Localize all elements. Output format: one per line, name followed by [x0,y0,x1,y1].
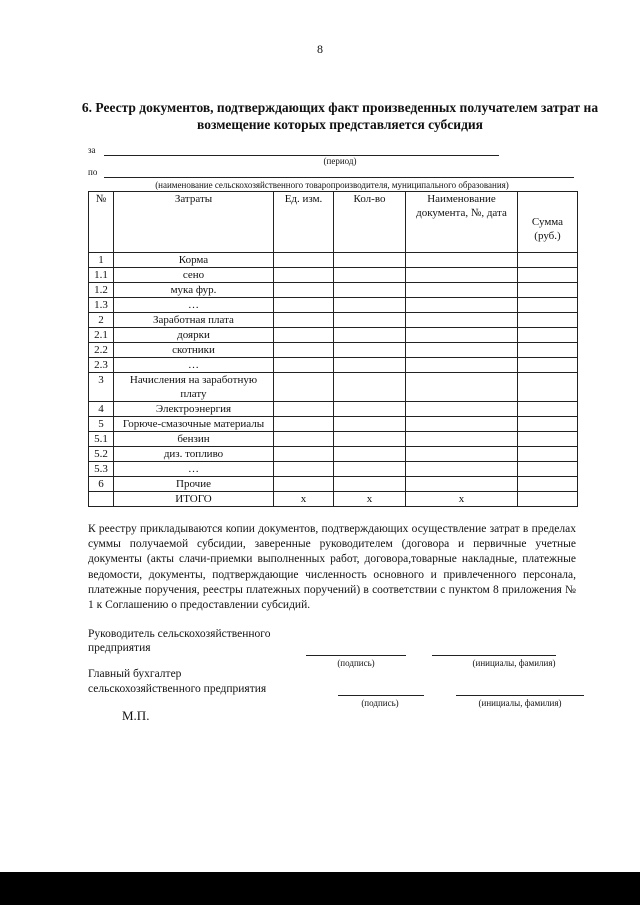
table-row [89,328,578,343]
cell-qty [334,343,406,358]
cell-expense: Начисления на заработную плату [114,373,274,402]
cell-unit [274,343,334,358]
cell-sum [518,283,578,298]
cell-unit [274,268,334,283]
accountant-label-line2: сельскохозяйственного предприятия [88,683,267,695]
head-signature-caption: (подпись) [337,658,375,668]
cell-doc [406,328,518,343]
stamp-label: М.П. [122,708,150,723]
cell-unit [274,283,334,298]
cell-doc [406,358,518,373]
cell-doc [406,447,518,462]
cell-unit [274,328,334,343]
cell-sum [518,298,578,313]
header-document: Наименование документа, №, дата [406,192,518,253]
cell-expense: Корма [114,253,274,268]
cell-doc [406,402,518,417]
head-initials-caption: (инициалы, фамилия) [472,658,556,668]
cell-doc: х [406,492,518,507]
table-row [89,298,578,313]
period-to-label: по [88,167,98,177]
table-row [89,358,578,373]
cell-qty [334,373,406,402]
document-title: 6. Реестр документов, подтверждающих факт произведенных получателем затрат на возмещение которых представляется субсидия [81,100,599,132]
cell-unit [274,462,334,477]
cell-sum [518,417,578,432]
cell-sum [518,447,578,462]
table-row [89,492,578,507]
cell-sum [518,402,578,417]
table-row [89,283,578,298]
cell-sum [518,358,578,373]
registry-table [88,191,578,507]
cell-doc [406,343,518,358]
cell-doc [406,253,518,268]
period-to-field[interactable] [104,177,574,178]
cell-unit: х [274,492,334,507]
cell-qty [334,283,406,298]
accountant-signature-field[interactable] [338,695,424,696]
cell-doc [406,373,518,402]
accountant-signature-caption: (подпись) [361,698,399,708]
cell-expense: бензин [114,432,274,447]
cell-sum [518,343,578,358]
cell-unit [274,313,334,328]
cell-sum [518,477,578,492]
cell-no: 5.1 [89,432,114,447]
cell-doc [406,283,518,298]
cell-qty [334,313,406,328]
cell-unit [274,253,334,268]
cell-sum [518,268,578,283]
cell-qty [334,417,406,432]
cell-expense: мука фур. [114,283,274,298]
cell-no: 2.2 [89,343,114,358]
cell-expense: … [114,358,274,373]
cell-expense: скотники [114,343,274,358]
cell-expense: … [114,462,274,477]
cell-sum [518,432,578,447]
table-row [89,462,578,477]
header-qty: Кол-во [334,192,406,253]
cell-expense: Электроэнергия [114,402,274,417]
cell-no: 2.3 [89,358,114,373]
accountant-label-line1: Главный бухгалтер [88,668,182,680]
table-row [89,447,578,462]
cell-doc [406,298,518,313]
cell-expense: … [114,298,274,313]
head-label-line1: Руководитель сельскохозяйственного [88,628,271,640]
cell-no: 6 [89,477,114,492]
cell-unit [274,373,334,402]
cell-unit [274,298,334,313]
cell-qty [334,358,406,373]
cell-sum [518,492,578,507]
cell-no: 2.1 [89,328,114,343]
cell-no: 3 [89,373,114,402]
cell-qty [334,328,406,343]
cell-no: 5 [89,417,114,432]
cell-expense: ИТОГО [114,492,274,507]
head-initials-field[interactable] [432,655,556,656]
cell-expense: Горюче-смазочные материалы [114,417,274,432]
cell-no: 5.2 [89,447,114,462]
cell-doc [406,313,518,328]
cell-doc [406,268,518,283]
cell-unit [274,358,334,373]
table-row [89,313,578,328]
cell-sum [518,328,578,343]
cell-sum [518,462,578,477]
cell-qty [334,268,406,283]
cell-no: 5.3 [89,462,114,477]
accountant-initials-caption: (инициалы, фамилия) [478,698,562,708]
cell-qty [334,477,406,492]
table-row [89,432,578,447]
period-from-label: за [88,145,96,155]
attachment-paragraph: К реестру прикладываются копии документов, подтверждающих осуществление затрат в пределах суммы получаемой субсидии, заверенные руководителем (договора и первичные учетные документы (акты слачи-приемки выполненных работ, договора,товарные накладные, платежные ведомости, документы, подтверждающие численность основного и привлеченного персонала, платежные поручения, реестры платежных поручений) в соответствии с пунктом 8 приложения № 1 к Соглашению о предоставлении субсидий. [88,523,576,612]
header-unit: Ед. изм. [274,192,334,253]
header-expense: Затраты [114,192,274,253]
page-number: 8 [317,42,323,56]
head-signature-field[interactable] [306,655,406,656]
cell-no: 1.1 [89,268,114,283]
cell-no: 1.3 [89,298,114,313]
table-row [89,343,578,358]
cell-expense: доярки [114,328,274,343]
table-row [89,268,578,283]
cell-qty [334,298,406,313]
header-sum: Сумма (руб.) [518,192,578,253]
table-row [89,402,578,417]
head-label-line2: предприятия [88,642,151,654]
cell-sum [518,373,578,402]
cell-no: 4 [89,402,114,417]
table-row [89,477,578,492]
header-no: № [89,192,114,253]
cell-expense: диз. топливо [114,447,274,462]
cell-unit [274,477,334,492]
cell-expense: Прочие [114,477,274,492]
cell-qty [334,462,406,477]
cell-qty [334,253,406,268]
scan-border [0,872,640,905]
cell-qty: х [334,492,406,507]
cell-sum [518,313,578,328]
cell-doc [406,477,518,492]
cell-qty [334,432,406,447]
cell-expense: сено [114,268,274,283]
producer-caption: (наименование сельскохозяйственного товаропроизводителя, муниципального образования) [155,180,509,190]
cell-expense: Заработная плата [114,313,274,328]
cell-doc [406,432,518,447]
cell-unit [274,402,334,417]
cell-unit [274,447,334,462]
cell-unit [274,417,334,432]
cell-qty [334,447,406,462]
cell-sum [518,253,578,268]
cell-no [89,492,114,507]
period-caption: (период) [323,156,357,166]
cell-unit [274,432,334,447]
table-row [89,253,578,268]
table-row [89,373,578,402]
table-row [89,417,578,432]
cell-doc [406,462,518,477]
cell-no: 1.2 [89,283,114,298]
table-header-row [89,192,578,253]
cell-qty [334,402,406,417]
cell-no: 1 [89,253,114,268]
cell-doc [406,417,518,432]
accountant-initials-field[interactable] [456,695,584,696]
cell-no: 2 [89,313,114,328]
